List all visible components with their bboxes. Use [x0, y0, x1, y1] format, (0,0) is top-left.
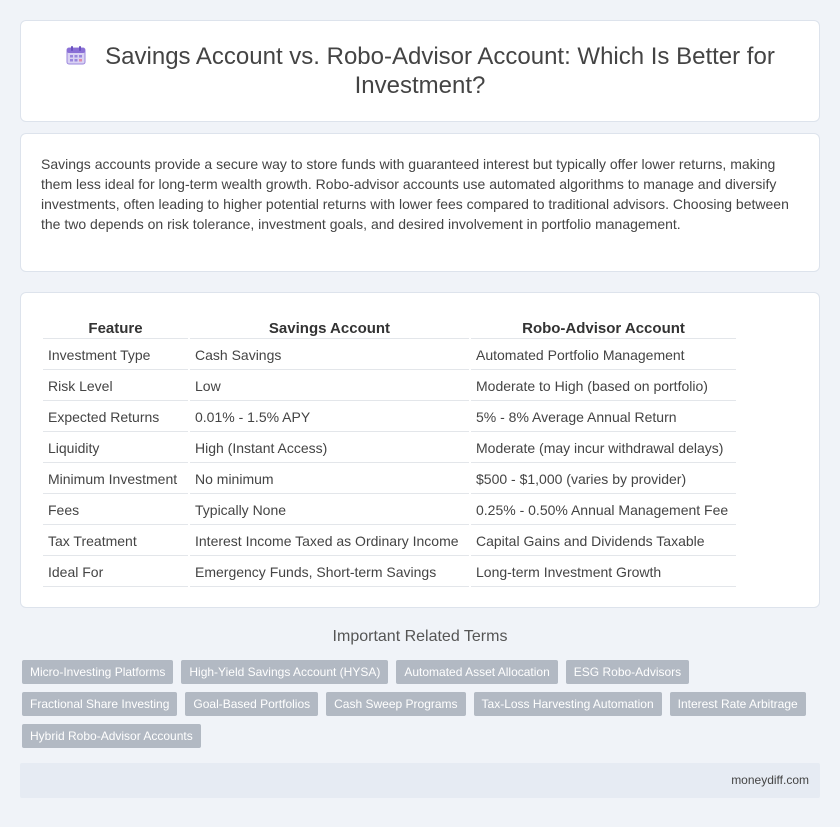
savings-cell: High (Instant Access): [190, 434, 469, 463]
related-term-tag[interactable]: Hybrid Robo-Advisor Accounts: [22, 724, 201, 748]
table-row: [43, 496, 736, 525]
page-title-wrap: [60, 42, 780, 100]
robo-cell: Automated Portfolio Management: [471, 341, 736, 370]
header-savings-account: Savings Account: [190, 317, 469, 339]
related-term-tag[interactable]: High-Yield Savings Account (HYSA): [181, 660, 388, 684]
header-robo-advisor-account: Robo-Advisor Account: [471, 317, 736, 339]
related-term-tag[interactable]: Tax-Loss Harvesting Automation: [474, 692, 662, 716]
robo-cell: Long-term Investment Growth: [471, 558, 736, 587]
robo-cell: $500 - $1,000 (varies by provider): [471, 465, 736, 494]
savings-cell: Typically None: [190, 496, 469, 525]
related-term-tag[interactable]: Cash Sweep Programs: [326, 692, 465, 716]
footer-site-link[interactable]: moneydiff.com: [731, 773, 809, 787]
table-row: [43, 403, 736, 432]
comparison-card: [20, 292, 820, 608]
intro-text: Savings accounts provide a secure way to store funds with guaranteed interest but typically offer lower returns, making them less ideal for long-term wealth growth. Robo-advisor accounts use automated algorithms to manage and diversify investments, often leading to higher potential returns with lower fees compared to traditional advisors. Choosing between the two depends on risk tolerance, investment goals, and desired involvement in portfolio management.: [41, 156, 789, 232]
header-feature: Feature: [43, 317, 188, 339]
table-row: [43, 465, 736, 494]
robo-cell: 0.25% - 0.50% Annual Management Fee: [471, 496, 736, 525]
related-term-tag[interactable]: Interest Rate Arbitrage: [670, 692, 806, 716]
savings-cell: Cash Savings: [190, 341, 469, 370]
savings-cell: 0.01% - 1.5% APY: [190, 403, 469, 432]
related-term-tag[interactable]: Automated Asset Allocation: [396, 660, 557, 684]
savings-cell: Interest Income Taxed as Ordinary Income: [190, 527, 469, 556]
related-terms-list: [22, 660, 822, 756]
robo-cell: 5% - 8% Average Annual Return: [471, 403, 736, 432]
related-term-tag[interactable]: Fractional Share Investing: [22, 692, 177, 716]
page-title: Savings Account vs. Robo-Advisor Account: Which Is Better for Investment?: [105, 43, 775, 99]
feature-cell: Tax Treatment: [43, 527, 188, 556]
table-row: [43, 558, 736, 587]
related-terms-title: Important Related Terms: [332, 628, 508, 645]
intro-card: [20, 133, 820, 272]
related-term-tag[interactable]: Goal-Based Portfolios: [185, 692, 318, 716]
header-card: [20, 20, 820, 122]
related-term-tag[interactable]: ESG Robo-Advisors: [566, 660, 689, 684]
robo-cell: Moderate to High (based on portfolio): [471, 372, 736, 401]
savings-cell: No minimum: [190, 465, 469, 494]
feature-cell: Risk Level: [43, 372, 188, 401]
calendar-icon: [65, 44, 87, 66]
feature-cell: Expected Returns: [43, 403, 188, 432]
table-header-row: [43, 317, 736, 339]
savings-cell: Low: [190, 372, 469, 401]
comparison-table: [41, 315, 738, 589]
feature-cell: Ideal For: [43, 558, 188, 587]
table-row: [43, 372, 736, 401]
feature-cell: Liquidity: [43, 434, 188, 463]
feature-cell: Minimum Investment: [43, 465, 188, 494]
feature-cell: Fees: [43, 496, 188, 525]
robo-cell: Capital Gains and Dividends Taxable: [471, 527, 736, 556]
table-row: [43, 527, 736, 556]
feature-cell: Investment Type: [43, 341, 188, 370]
related-term-tag[interactable]: Micro-Investing Platforms: [22, 660, 173, 684]
savings-cell: Emergency Funds, Short-term Savings: [190, 558, 469, 587]
footer: [20, 763, 820, 798]
table-row: [43, 341, 736, 370]
robo-cell: Moderate (may incur withdrawal delays): [471, 434, 736, 463]
table-row: [43, 434, 736, 463]
